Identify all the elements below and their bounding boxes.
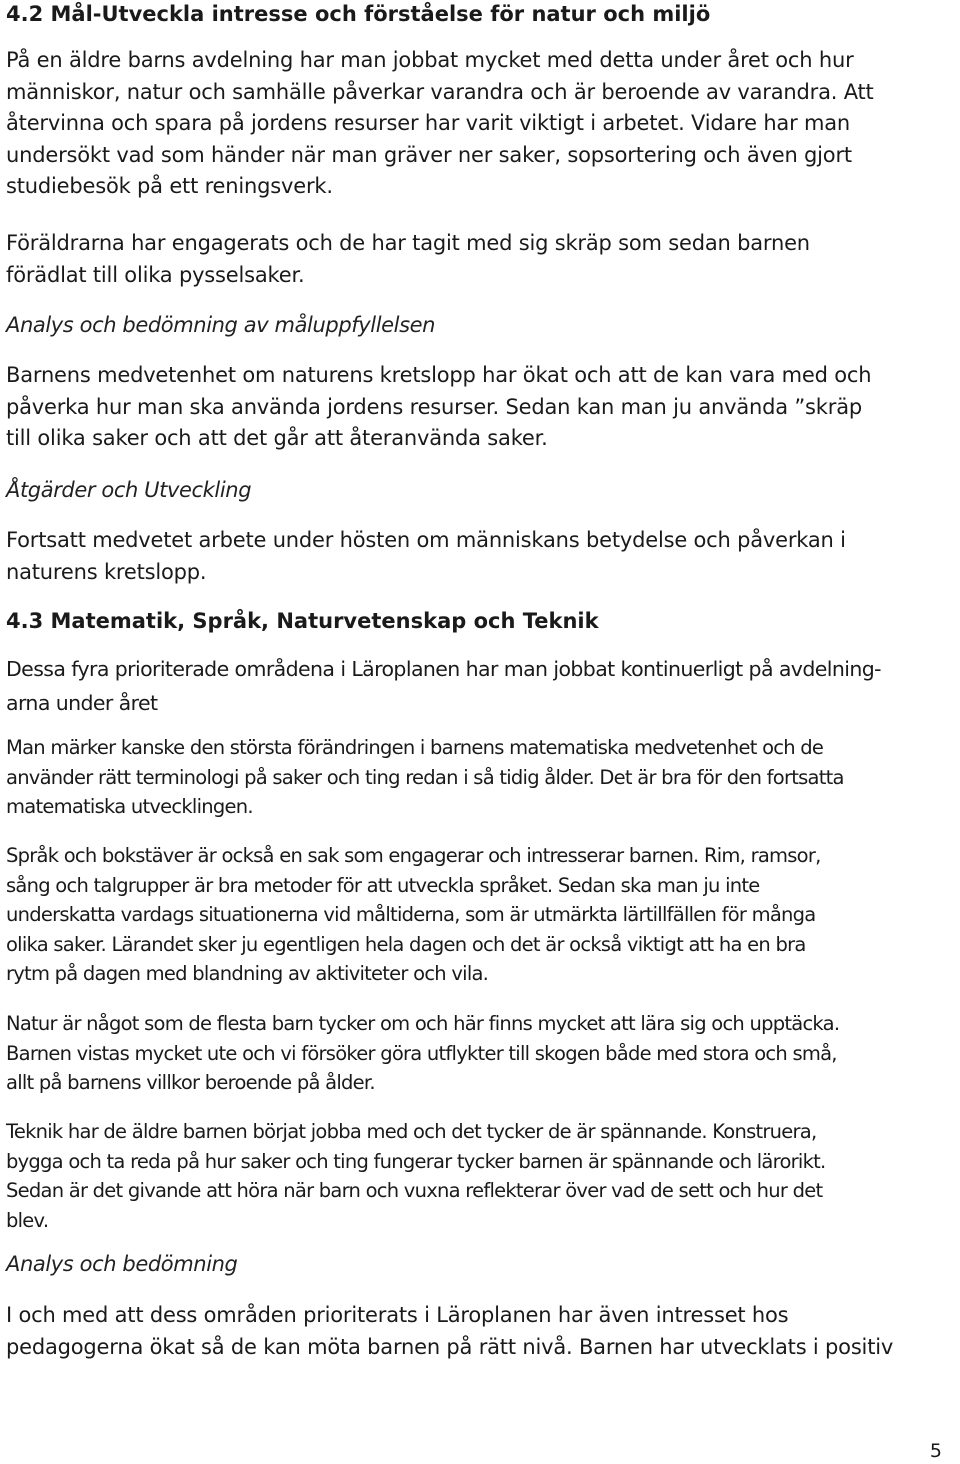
paragraph bbox=[6, 1117, 825, 1235]
text-line: Barnen vistas mycket ute och vi försöker göra utflykter till skogen både med stora och små, bbox=[6, 1041, 837, 1065]
text-line: olika saker. Lärandet sker ju egentligen hela dagen och det är också viktigt att ha en bra bbox=[6, 932, 806, 956]
text-line: Man märker kanske den största förändringen i barnens matematiska medvetenhet och de bbox=[6, 736, 824, 759]
text-line: Natur är något som de flesta barn tycker om och här finns mycket att lära sig och upptäcka. bbox=[6, 1012, 840, 1035]
text-line: människor, natur och samhälle påverkar varandra och är beroende av varandra. Att bbox=[6, 79, 874, 104]
text-line: förädlat till olika pysselsaker. bbox=[6, 262, 305, 287]
paragraph bbox=[6, 1009, 839, 1098]
paragraph bbox=[6, 525, 846, 588]
paragraph bbox=[6, 1300, 893, 1363]
text-line: återvinna och spara på jordens resurser har varit viktigt i arbetet. Vidare har man bbox=[6, 111, 851, 135]
text-line: allt på barnens villkor beroende på ålder. bbox=[6, 1071, 375, 1094]
text-line: matematiska utvecklingen. bbox=[6, 795, 253, 818]
paragraph bbox=[6, 45, 874, 203]
paragraph bbox=[6, 841, 821, 989]
text-line: arna under året bbox=[6, 690, 158, 715]
text-line: På en äldre barns avdelning har man jobbat mycket med detta under året och hur bbox=[6, 48, 854, 72]
section-42-heading: 4.2 Mål-Utveckla intresse och förståelse för natur och miljö bbox=[6, 2, 711, 26]
text-line: underskatta vardags situationerna vid måltiderna, som är utmärkta lärtillfällen för många bbox=[6, 903, 816, 926]
section-43-heading: 4.3 Matematik, Språk, Naturvetenskap och Teknik bbox=[6, 609, 599, 633]
text-line: sång och talgrupper är bra metoder för att utveckla språket. Sedan ska man ju inte bbox=[6, 873, 760, 897]
text-line: naturens kretslopp. bbox=[6, 559, 207, 584]
text-line: Sedan är det givande att höra när barn och vuxna reflekterar över vad de sett och hur det bbox=[6, 1179, 823, 1202]
text-line: Teknik har de äldre barnen börjat jobba med och det tycker de är spännande. Konstruera, bbox=[6, 1120, 817, 1143]
analysis-subheading: Analys och bedömning bbox=[6, 1252, 238, 1276]
actions-subheading: Åtgärder och Utveckling bbox=[6, 478, 252, 502]
paragraph bbox=[6, 653, 881, 720]
text-line: Fortsatt medvetet arbete under hösten om människans betydelse och påverkan i bbox=[6, 528, 846, 552]
text-line: blev. bbox=[6, 1208, 49, 1232]
page-number: 5 bbox=[929, 1440, 942, 1462]
text-line: Barnens medvetenhet om naturens kretslopp har ökat och att de kan vara med och bbox=[6, 363, 872, 387]
text-line: Föräldrarna har engagerats och de har tagit med sig skräp som sedan barnen bbox=[6, 231, 810, 255]
text-line: I och med att dess områden prioriterats i Läroplanen har även intresset hos bbox=[6, 1303, 789, 1327]
text-line: undersökt vad som händer när man gräver ner saker, sopsortering och även gjort bbox=[6, 142, 852, 167]
text-line: använder rätt terminologi på saker och ting redan i så tidig ålder. Det är bra för den fortsatta bbox=[6, 765, 844, 789]
paragraph bbox=[6, 360, 871, 455]
analysis-subheading: Analys och bedömning av måluppfyllelsen bbox=[6, 313, 436, 337]
paragraph bbox=[6, 228, 810, 291]
text-line: studiebesök på ett reningsverk. bbox=[6, 174, 333, 198]
text-line: till olika saker och att det går att återanvända saker. bbox=[6, 426, 548, 450]
text-line: Dessa fyra prioriterade områdena i Läroplanen har man jobbat kontinuerligt på avdelning- bbox=[6, 657, 881, 681]
paragraph bbox=[6, 733, 844, 822]
text-line: påverka hur man ska använda jordens resurser. Sedan kan man ju använda ”skräp bbox=[6, 394, 862, 419]
text-line: rytm på dagen med blandning av aktiviteter och vila. bbox=[6, 962, 489, 985]
text-line: bygga och ta reda på hur saker och ting fungerar tycker barnen är spännande och lärorikt. bbox=[6, 1149, 826, 1173]
text-line: pedagogerna ökat så de kan möta barnen på rätt nivå. Barnen har utvecklats i positiv bbox=[6, 1334, 894, 1359]
text-line: Språk och bokstäver är också en sak som engagerar och intresserar barnen. Rim, ramsor, bbox=[6, 844, 821, 867]
